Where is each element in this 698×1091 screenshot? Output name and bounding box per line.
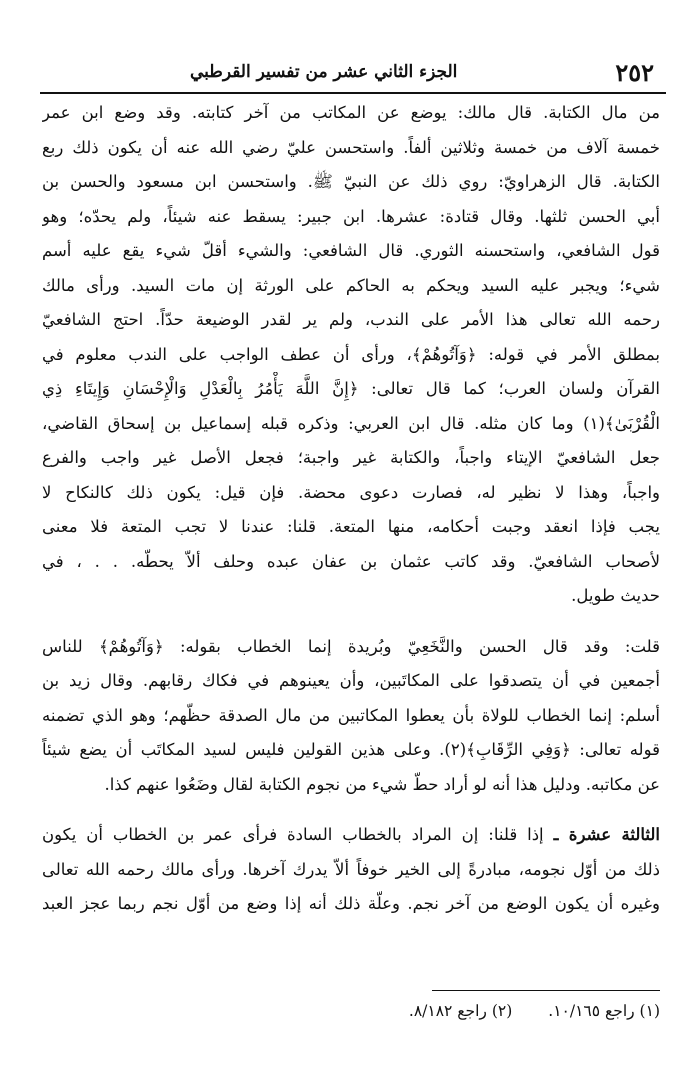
footnote-1: (١) راجع ١٠/١٦٥. — [548, 1002, 660, 1020]
text-line: القرآن ولسان العرب؛ كما قال تعالى: ﴿إِنَّ اللَّهَ يَأْمُرُ بِالْعَدْلِ وَالْإِحْسَانِ وَإِيتَاءِ ذِي — [42, 379, 660, 398]
footnote-divider — [432, 990, 660, 991]
header-divider — [40, 92, 666, 94]
text-line: أسلم: إنما الخطاب للولاة بأن يعطوا المكاتبين من مال الصدقة حظّهم؛ وهو الذي تضمنه — [42, 705, 660, 725]
paragraph-1 — [42, 96, 660, 614]
text-line: جعل الشافعيّ الإيتاء واجباً، والكتابة غير واجبة؛ فجعل الأصل غير واجب والفرع — [42, 448, 660, 467]
running-title: الجزء الثاني عشر من تفسير القرطبي — [190, 62, 458, 82]
paragraph-3 — [42, 818, 660, 922]
text-line: قلت: وقد قال الحسن والنَّخَعِيّ وبُريدة إنما الخطاب بقوله: ﴿وَآتُوهُمْ﴾ للناس — [42, 636, 660, 656]
text-line: بمطلق الأمر في قوله: ﴿وَآتُوهُمْ﴾، ورأى أن عطف الواجب على الندب معلوم في — [42, 344, 660, 364]
text-line: من مال الكتابة. قال مالك: يوضع عن المكاتب من آخر كتابته. وقد وضع ابن عمر — [42, 103, 660, 122]
text-line — [42, 818, 660, 853]
text-line: الْقُرْبَىٰ﴾(١) وما كان مثله. قال ابن العربي: وذكره قبله إسماعيل بن إسحاق القاضي، — [42, 413, 660, 433]
text-line: أجمعين في أن يتصدقوا على المكاتَبين، وأن يعينوهم في فكاك رقابهم. وقال زيد بن — [42, 671, 660, 690]
text-line: قول الشافعي، واستحسنه الثوري. قال الشافعي: والشيء أقلّ شيء يقع عليه أسم — [42, 241, 660, 260]
page-number: ٢٥٢ — [615, 57, 654, 87]
section-heading: الثالثة عشرة ـ — [553, 825, 660, 844]
page-header — [40, 52, 662, 92]
text-line: شيء؛ ويجبر عليه السيد ويحكم به الحاكم على الورثة إن مات السيد. ورأى مالك — [42, 275, 660, 295]
text-line: رحمه الله تعالى هذا الأمر على الندب، ولم ير لقدر الوضيعة حدّاً. احتج الشافعيّ — [42, 310, 660, 329]
body-text — [42, 96, 660, 922]
text-line: وغيره أن يكون الوضع من آخر نجم. وعلّة ذلك أنه إذا وضع من أوّل نجم ربما عجز العبد — [42, 894, 660, 913]
paragraph-2 — [42, 630, 660, 803]
text-line: أبي الحسن ثلثها. وقال قتادة: عشرها. ابن جبير: يسقط عنه شيئاً، ولم يحدّه؛ وهو — [42, 206, 660, 226]
text-line: حديث طويل. — [571, 586, 660, 605]
footnotes — [409, 1002, 660, 1020]
text-line: يجب فإذا انعقد وجبت أحكامه، منها المتعة. قلنا: عندنا لا تجب المتعة فلا معنى — [42, 517, 660, 536]
text-run: إذا قلنا: إن المراد بالخطاب السادة فرأى عمر بن الخطاب أن يكون — [42, 825, 554, 844]
text-line: خمسة آلاف من خمسة وثلاثين ألفاً. واستحسن عليّ رضي الله عنه أن يكون ذلك ربع — [42, 137, 660, 157]
text-line: لأصحاب الشافعيّ. وقد كاتب عثمان بن عفان عبده وحلف ألاّ يحطّه. . . ، في — [42, 551, 660, 571]
text-line: ذلك من أوّل نجومه، مبادرةً إلى الخير خوفاً ألاّ يدرك آخرها. ورأى مالك رحمه الله تعالى — [42, 859, 660, 879]
text-line: واجباً، وهذا لا نظير له، فصارت دعوى محضة. فإن قيل: يكون ذلك كالنكاح لا — [42, 482, 660, 502]
text-line: قوله تعالى: ﴿وَفِي الرِّقَابِ﴾(٢). وعلى هذين القولين فليس لسيد المكاتَب أن يضع شيئاً — [42, 740, 660, 759]
footnote-2: (٢) راجع ٨/١٨٢. — [408, 1002, 513, 1020]
text-line: الكتابة. قال الزهراويّ: روي ذلك عن النبيّ ﷺ. واستحسن ابن مسعود والحسن بن — [42, 172, 660, 191]
text-line: عن مكاتبه. ودليل هذا أنه لو أراد حطّ شيء من نجوم الكتابة لقال وضَعُوا عنهم كذا. — [104, 774, 660, 794]
